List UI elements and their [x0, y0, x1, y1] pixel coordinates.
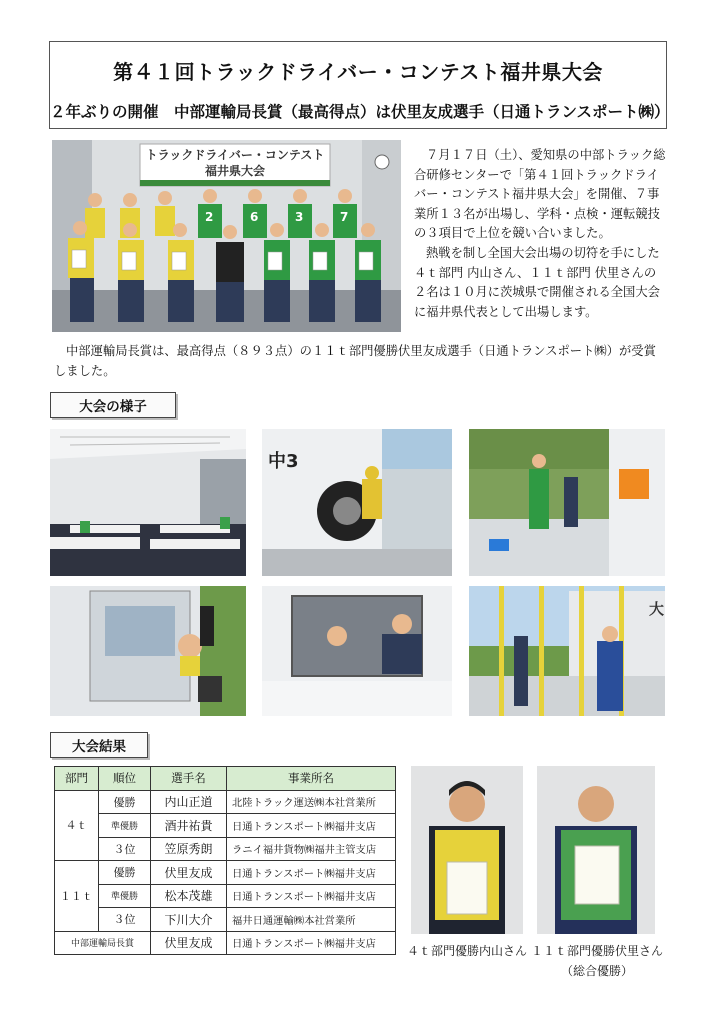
rank-cell: 優勝 — [99, 790, 151, 814]
vest-number: 2 — [205, 210, 214, 224]
banner-line-1: トラックドライバー・コンテスト — [145, 148, 325, 162]
office-cell: 北陸トラック運送㈱本社営業所 — [227, 790, 396, 814]
rank-cell: 優勝 — [99, 861, 151, 885]
page-subtitle: ２年ぶりの開催 中部運輸局長賞（最高得点）は伏里友成選手（日通トランスポート㈱） — [50, 103, 670, 121]
name-cell: 酒井祐貴 — [151, 814, 227, 838]
header-office: 事業所名 — [227, 767, 396, 791]
name-cell: 伏里友成 — [151, 861, 227, 885]
office-cell: 福井日通運輸㈱本社営業所 — [227, 908, 396, 932]
section-label-results: 大会結果 — [50, 732, 148, 758]
header-division: 部門 — [55, 767, 99, 791]
table-row — [55, 861, 396, 885]
truck-label: 中3 — [268, 451, 299, 472]
table-row — [55, 814, 396, 838]
table-row — [55, 790, 396, 814]
header-name: 選手名 — [151, 767, 227, 791]
results-table — [54, 766, 396, 955]
portrait-caption-right-line2: （総合優勝） — [560, 964, 633, 978]
vest-number: 7 — [340, 210, 349, 224]
header-box — [49, 41, 670, 129]
truck-label-large: 大 — [649, 600, 665, 618]
name-cell: 伏里友成 — [151, 931, 227, 955]
office-cell: 日通トランスポート㈱福井支店 — [227, 931, 396, 955]
rank-cell: ３位 — [99, 837, 151, 861]
name-cell: 下川大介 — [151, 908, 227, 932]
scene-photo-classroom — [50, 429, 246, 576]
header-rank: 順位 — [99, 767, 151, 791]
table-row — [55, 837, 396, 861]
name-cell: 内山正道 — [151, 790, 227, 814]
article-paragraph-2: 熱戦を制し全国大会出場の切符を手にした４ｔ部門 内山さん、１１ｔ部門 伏里さんの２名は１０月に茨城県で開催される全国大会に福井県代表として出場します。 — [414, 246, 660, 319]
article-paragraph-1: ７月１７日（土）、愛知県の中部トラック総合研修センターで「第４１回トラックドライバー・コンテスト福井県大会」を開催、７事業所１３名が出場し、学科・点検・運転競技の３項目で上位を競い合いました。 — [414, 148, 666, 241]
section-label-scenes: 大会の様子 — [50, 392, 176, 418]
portrait-fushiri — [537, 766, 655, 934]
scene-photo-tire-check — [262, 429, 452, 576]
division-cell: ４ｔ — [55, 790, 99, 861]
rank-cell: ３位 — [99, 908, 151, 932]
rank-cell: 準優勝 — [99, 884, 151, 908]
office-cell: 日通トランスポート㈱福井支店 — [227, 814, 396, 838]
vest-number: 6 — [250, 210, 259, 224]
vest-number: 3 — [295, 210, 304, 224]
rank-cell: 準優勝 — [99, 814, 151, 838]
table-header-row — [55, 767, 396, 791]
banner-line-2: 福井県大会 — [204, 164, 265, 178]
table-row — [55, 884, 396, 908]
scene-photo-driving — [262, 586, 452, 716]
office-cell: 日通トランスポート㈱福井支店 — [227, 884, 396, 908]
page-title: 第４１回トラックドライバー・コンテスト福井県大会 — [113, 60, 603, 84]
award-label-cell: 中部運輸局長賞 — [55, 931, 151, 955]
scene-photo-driver-cab — [50, 586, 246, 716]
office-cell: 日通トランスポート㈱福井支店 — [227, 861, 396, 885]
group-photo — [52, 140, 401, 332]
name-cell: 松本茂雄 — [151, 884, 227, 908]
name-cell: 笠原秀朗 — [151, 837, 227, 861]
award-row — [55, 931, 396, 955]
scene-photo-gate — [469, 586, 665, 716]
portrait-caption-right-line1: １１ｔ部門優勝伏里さん — [530, 944, 663, 958]
office-cell: ラニイ福井貨物㈱福井主管支店 — [227, 837, 396, 861]
portrait-uchiyama — [411, 766, 523, 934]
scene-photo-inspection — [469, 429, 665, 576]
portrait-caption-left: ４ｔ部門優勝内山さん — [406, 944, 527, 958]
table-row — [55, 908, 396, 932]
article-paragraph-3: 中部運輸局長賞は、最高得点（８９３点）の１１ｔ部門優勝伏里友成選手（日通トランスポート㈱）が受賞しました。 — [54, 344, 656, 378]
division-cell: １１ｔ — [55, 861, 99, 932]
